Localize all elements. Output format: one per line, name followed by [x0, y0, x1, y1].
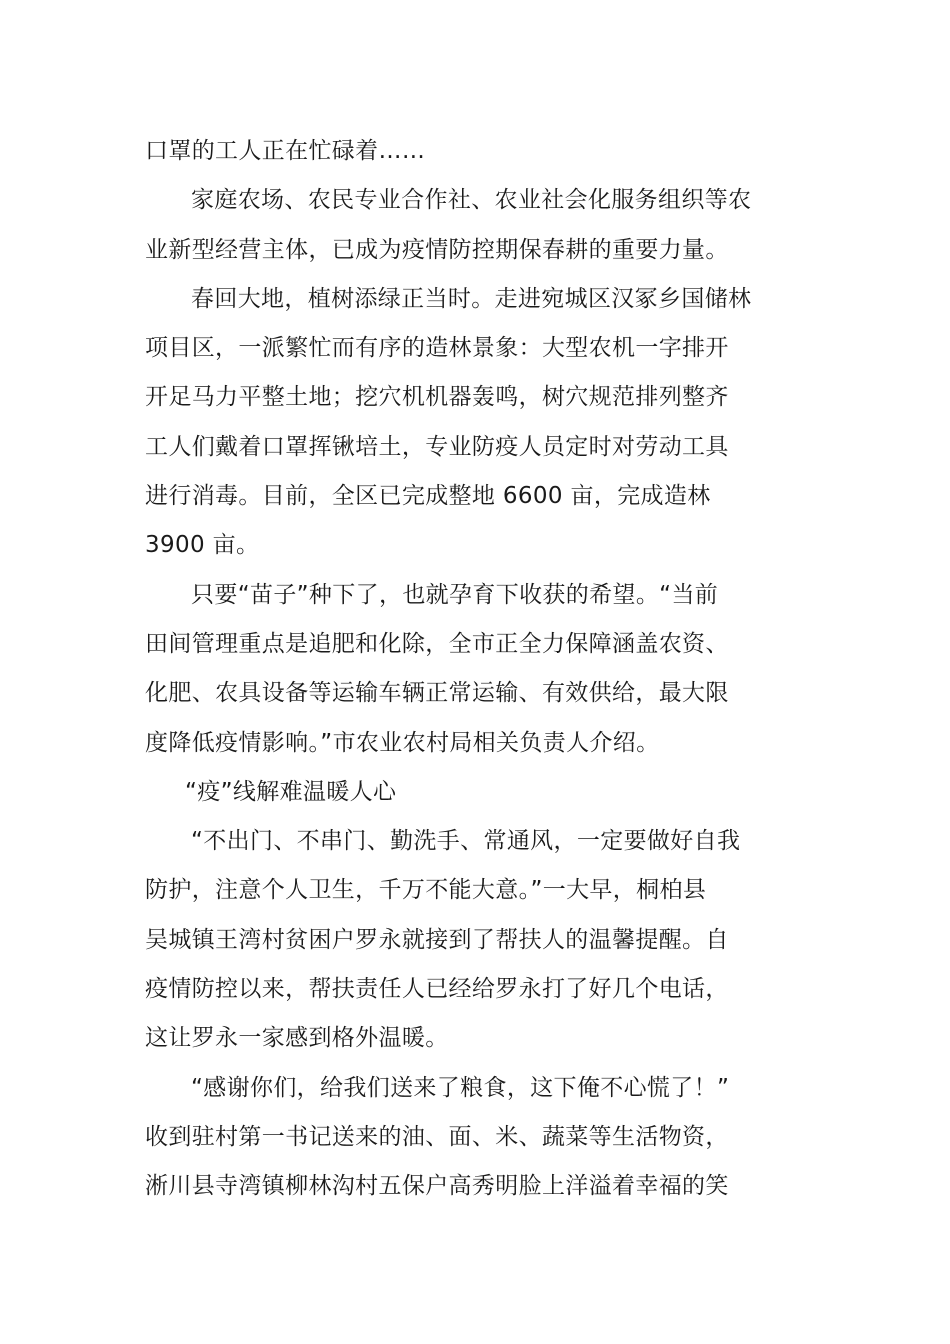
text-line: 进行消毒。目前，全区已完成整地 6600 亩，完成造林: [145, 483, 711, 510]
text-line: 这让罗永一家感到格外温暖。: [145, 1025, 449, 1052]
text-line: 疫情防控以来，帮扶责任人已经给罗永打了好几个电话，: [145, 976, 729, 1003]
paragraph-start-line: 只要“苗子”种下了，也就孕育下收获的希望。“当前: [191, 581, 719, 608]
text-line: 化肥、农具设备等运输车辆正常运输、有效供给，最大限: [145, 680, 729, 707]
text-line: 田间管理重点是追肥和化除，全市正全力保障涵盖农资、: [145, 630, 729, 657]
text-line: 开足马力平整土地；挖穴机机器轰鸣，树穴规范排列整齐: [145, 384, 729, 411]
paragraph-start-line: “感谢你们，给我们送来了粮食，这下俺不心慌了！”: [191, 1074, 730, 1101]
text-line: 3900 亩。: [145, 532, 260, 559]
text-line: 收到驻村第一书记送来的油、面、米、蔬菜等生活物资，: [145, 1123, 729, 1150]
text-line: 吴城镇王湾村贫困户罗永就接到了帮扶人的温馨提醒。自: [145, 926, 729, 953]
text-line: 工人们戴着口罩挥锹培土，专业防疫人员定时对劳动工具: [145, 433, 729, 460]
text-line: 度降低疫情影响。”市农业农村局相关负责人介绍。: [145, 729, 660, 756]
text-line: 防护，注意个人卫生，千万不能大意。”一大早，桐柏县: [145, 877, 707, 904]
paragraph-start-line: “不出门、不串门、勤洗手、常通风，一定要做好自我: [191, 828, 741, 855]
text-line: 业新型经营主体，已成为疫情防控期保春耕的重要力量。: [145, 236, 729, 263]
text-line: 项目区，一派繁忙而有序的造林景象：大型农机一字排开: [145, 335, 729, 362]
paragraph-start-line: 家庭农场、农民专业合作社、农业社会化服务组织等农: [191, 187, 752, 214]
text-line: 淅川县寺湾镇柳林沟村五保户高秀明脸上洋溢着幸福的笑: [145, 1173, 729, 1200]
text-line: 口罩的工人正在忙碌着……: [145, 138, 426, 164]
paragraph-start-line: 春回大地，植树添绿正当时。走进宛城区汉冢乡国储林: [191, 285, 752, 312]
body-text: [145, 127, 810, 1212]
section-heading: “疫”线解难温暖人心: [185, 778, 397, 805]
